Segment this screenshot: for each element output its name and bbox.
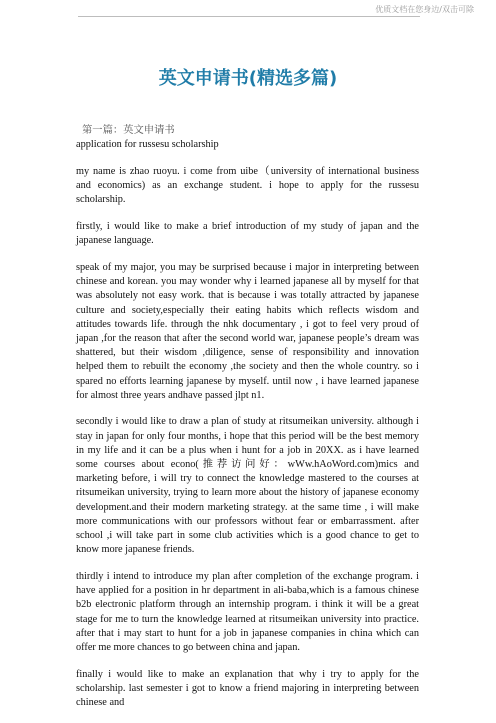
document-title: 英文申请书(精选多篇): [158, 68, 338, 89]
paragraph-finally: finally i would like to make an explanation that why i try to apply for the scholarship. last semester i got to know a friend majoring in interpreting between chinese and: [76, 668, 419, 709]
paragraph-major: speak of my major, you may be surprised because i major in interpreting between chinese and korean. you may wonder why i learned japanese all by myself for that was absolutely not easy work. that is because i was totally attracted by japanese culture and society,especially their eating habits which reflects wisdom and attitudes towards life. through the nhk documentary , i got to feel very proud of japan ,for the reason that after the second world war, japanese people’s dream was shattered, but their wisdom ,diligence, sense of responsibility and innovation helped them to rebuilt the economy ,the society and then the whole country. so i spared no efforts learning japanese by myself. until now , i have learned japanese for almost three years andhave passed jlpt n1.: [76, 261, 419, 401]
paragraph-secondly: secondly i would like to draw a plan of study at ritsumeikan university. although i stay in japan for only four months, i hope that this period will be the best memory in my life and it can be a plus when i hunt for a job in 20XX. as i have learned some courses about econo(推荐访问好：wWw.hAoWord.com)mics and marketing before, i will try to connect the knowledge mastered to the courses at ritsumeikan university, trying to learn more about the history of japanese economy development.and their modern marketing strategy. at the same time , i will make more communications with our professors without fear or embarrassment. after school ,i will take part in some club activities which is a good chance to get to know more japanese friends.: [76, 416, 419, 556]
document-body: [76, 124, 419, 723]
paragraph-intro: my name is zhao ruoyu. i come from uibe（university of international business and economics) as an exchange student. i hope to apply for the russesu scholarship.: [76, 165, 419, 206]
section-label: 第一篇：英文申请书: [82, 125, 175, 136]
paragraph-firstly: firstly, i would like to make a brief introduction of my study of japan and the japanese language.: [76, 221, 419, 247]
subject-line: application for russesu scholarship: [76, 139, 219, 151]
page-header: 优质文档在您身边/双击可除: [375, 5, 474, 14]
header-divider: [78, 16, 420, 17]
paragraph-thirdly: thirdly i intend to introduce my plan after completion of the exchange program. i have applied for a position in hr department in ali-baba,which is a famous chinese b2b electronic platform through an internship program. i think it will be a great stage for me to turn the knowledge learned at ritsumeikan university into practice. after that i may start to hunt for a job in japanese companies in china which can offer me more chances to go between china and japan.: [76, 570, 419, 653]
